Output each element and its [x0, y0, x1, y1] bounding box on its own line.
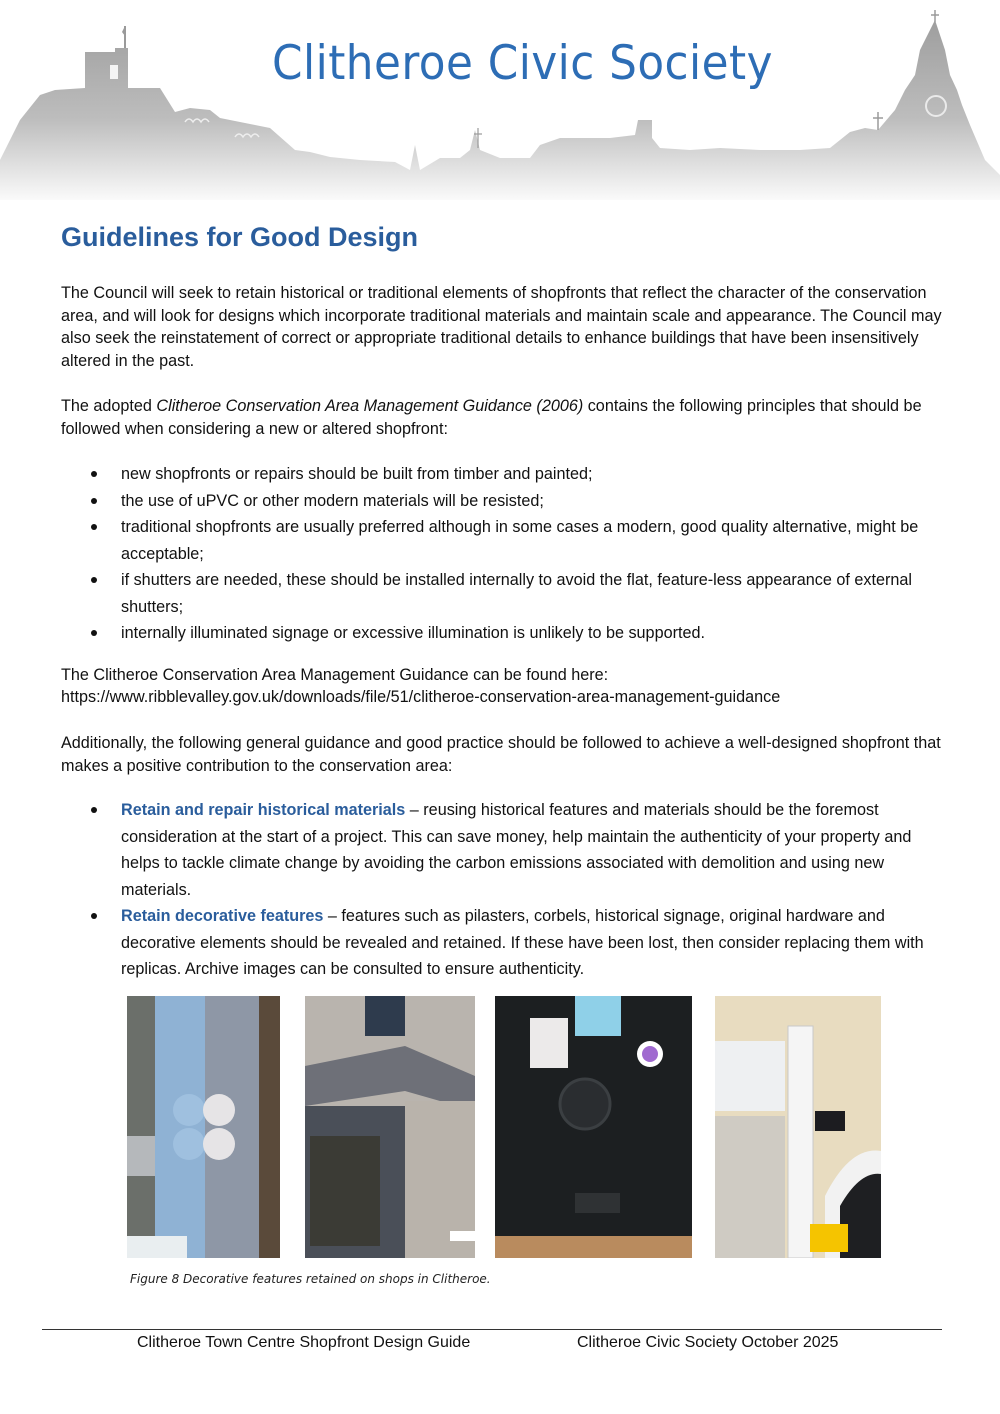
- additional-guidance-paragraph: Additionally, the following general guidance and good practice should be followed to achieve a well-designed shopfront that makes a positive contribution to the conservation area:: [61, 734, 941, 775]
- bullet-icon: [91, 471, 97, 477]
- header-banner: [0, 0, 1000, 205]
- principle-item: [61, 514, 941, 567]
- adopted-prefix: The adopted: [61, 397, 157, 415]
- practice-item: [61, 903, 941, 983]
- adopted-doc-title: Clitheroe Conservation Area Management Guidance (2006): [156, 397, 584, 415]
- principles-list: [61, 461, 941, 647]
- bullet-icon: [91, 524, 97, 530]
- practice-text: – reusing historical features and materials should be the foremost consideration at the start of a project. This can save money, help maintain the authenticity of your property and helps to tackle climate change by avoiding the carbon emissions associated with demolition and using new materials.: [121, 801, 912, 899]
- footer-document-title: Clitheroe Town Centre Shopfront Design Guide: [137, 1334, 471, 1351]
- photo-pilaster-blue: [127, 996, 280, 1258]
- practice-heading: Retain and repair historical materials: [121, 801, 406, 819]
- principle-item: [61, 620, 941, 647]
- footer-publisher-date: Clitheroe Civic Society October 2025: [577, 1334, 839, 1351]
- principle-text: traditional shopfronts are usually preferred although in some cases a modern, good quality alternative, might be acceptable;: [121, 518, 919, 563]
- practice-heading: Retain decorative features: [121, 907, 324, 925]
- photo-white-corbel: [715, 996, 881, 1258]
- figure-caption: Figure 8 Decorative features retained on shops in Clitheroe.: [130, 1272, 491, 1286]
- guidance-location-text: The Clitheroe Conservation Area Management Guidance can be found here:: [61, 666, 609, 684]
- practice-item: [61, 797, 941, 903]
- principle-text: new shopfronts or repairs should be built from timber and painted;: [121, 465, 593, 483]
- bullet-icon: [91, 913, 97, 919]
- photo-black-door-scales: [495, 996, 692, 1258]
- principle-text: the use of uPVC or other modern materials will be resisted;: [121, 491, 544, 510]
- guidance-url-link[interactable]: https://www.ribblevalley.gov.uk/downloads/file/51/clitheroe-conservation-area-management-guidance: [61, 688, 781, 706]
- practices-list: [61, 797, 941, 983]
- banner-title: Clitheroe Civic Society: [272, 36, 773, 91]
- practice-text: – features such as pilasters, corbels, historical signage, original hardware and decorative elements should be revealed and retained. If these have been lost, then consider replacing them with replicas. Archive images can be consulted to ensure authenticity.: [121, 907, 924, 978]
- footer-divider: [42, 1329, 942, 1330]
- adopted-paragraph: [61, 395, 951, 440]
- skyline-illustration: [0, 0, 1000, 205]
- photo-corbel-corner: [305, 996, 475, 1258]
- adopted-suffix: contains the following principles that should be followed when considering a new or altered shopfront:: [61, 397, 922, 438]
- bullet-icon: [91, 498, 97, 504]
- intro-paragraph: The Council will seek to retain historical or traditional elements of shopfronts that reflect the character of the conservation area, and will look for designs which incorporate traditional materials and maintain scale and appearance. The Council may also seek the reinstatement of correct or appropriate traditional details to enhance buildings that have been insensitively altered in the past.: [61, 284, 942, 370]
- bullet-icon: [91, 630, 97, 636]
- principle-item: [61, 488, 941, 515]
- bullet-icon: [91, 807, 97, 813]
- page-title: Guidelines for Good Design: [61, 222, 419, 252]
- principle-text: if shutters are needed, these should be installed internally to avoid the flat, feature-less appearance of external shutters;: [121, 571, 912, 616]
- bullet-icon: [91, 577, 97, 583]
- principle-item: [61, 567, 941, 620]
- principle-text: internally illuminated signage or excessive illumination is unlikely to be supported.: [121, 624, 705, 642]
- principle-item: [61, 461, 941, 488]
